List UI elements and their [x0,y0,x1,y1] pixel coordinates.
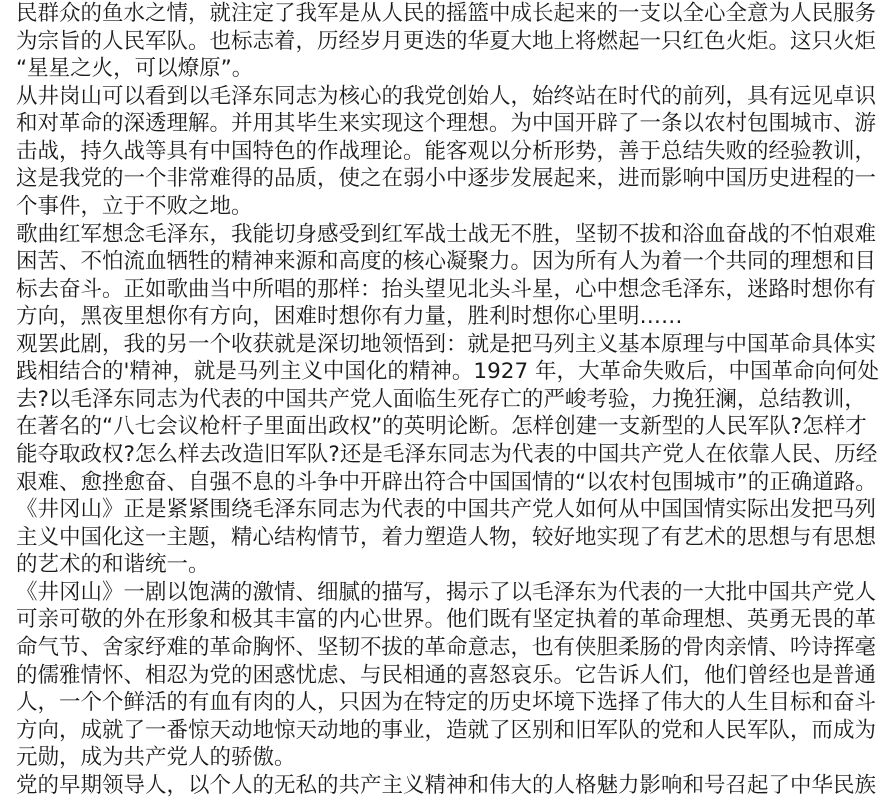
text-line: 能夺取政权?怎么样去改造旧军队?还是毛泽东同志为代表的中国共产党人在依靠人民、历经 [16,442,878,467]
text-line: 困苦、不怕流血牺牲的精神来源和高度的核心凝聚力。因为所有人为着一个共同的理想和目 [16,249,877,275]
paragraph [16,221,877,331]
text-line: 标去奋斗。正如歌曲当中所唱的那样：抬头望见北头斗星，心中想念毛泽东，迷路时想你有 [16,276,877,302]
text-line: 击战，持久战等具有中国特色的作战理论。能客观以分析形势，善于总结失败的经验教训， [16,138,877,164]
text-line: 个事件，立于不败之地。 [16,193,253,219]
paragraph [16,772,877,800]
text-line: 《井冈山》正是紧紧围绕毛泽东同志为代表的中国共产党人如何从中国国情实际出发把马列 [16,497,877,523]
text-line: 为宗旨的人民军队。也标志着，历经岁月更迭的华夏大地上将燃起一只红色火炬。这只火炬 [16,28,877,54]
text-line: 的艺术的和谐统一。 [16,552,210,578]
text-line: 可亲可敬的外在形象和极其丰富的内心世界。他们既有坚定执着的革命理想、英勇无畏的革 [16,607,877,633]
text-line: 人，一个个鲜活的有血有肉的人，只因为在特定的历史坏境下选择了伟大的人生目标和奋斗 [16,690,877,716]
text-line: 方向，成就了一番惊天动地惊天动地的事业，造就了区别和旧军队的党和人民军队，而成为 [16,717,877,743]
text-line: 歌曲红军想念毛泽东，我能切身感受到红军战士战无不胜，坚韧不拔和浴血奋战的不怕艰难 [16,221,877,247]
text-line: 党的早期领导人，以个人的无私的共产主义精神和伟大的人格魅力影响和号召起了中华民族 [16,772,877,798]
text-line: 去?以毛泽东同志为代表的中国共产党人面临生死存亡的严峻考验，力挽狂澜，总结教训， [16,386,866,412]
text-line: 在著名的“八七会议枪杆子里面出政权”的英明论断。怎样创建一支新型的人民军队?怎样才 [16,414,867,440]
text-line: 民群众的鱼水之情，就注定了我军是从人民的摇篮中成长起来的一支以全心全意为人民服务 [16,1,877,26]
text-line: 和对革命的深透理解。并用其毕生来实现这个理想。为中国开辟了一条以农村包围城市、游 [16,111,877,137]
text-line: 从井岗山可以看到以毛泽东同志为核心的我党创始人，始终站在时代的前列，具有远见卓识 [16,83,877,109]
text-line: 命气节、舍家纾难的革命胸怀、坚韧不拔的革命意志，也有侠胆柔肠的骨肉亲情、吟诗挥毫 [16,634,877,660]
paragraph [16,579,877,772]
document-body [16,0,879,799]
paragraph [16,0,877,83]
text-line: 的儒雅情怀、相忍为党的困惑忧虑、与民相通的喜怒哀乐。它告诉人们，他们曾经也是普通 [16,662,877,688]
text-line: 主义中国化这一主题，精心结构情节，着力塑造人物，较好地实现了有艺术的思想与有思想 [16,524,877,550]
text-line: “星星之火，可以燎原”。 [16,56,254,82]
text-line: 践相结合的'精神，就是马列主义中国化的精神。1927 年，大革命失败后，中国革命向何处 [16,359,879,385]
text-line: 方向，黑夜里想你有方向，困难时想你有力量，胜利时想你心里明…… [16,304,683,330]
text-line: 艰难、愈挫愈奋、自强不息的斗争中开辟出符合中国国情的“以农村包围城市”的正确道路。 [16,469,877,495]
paragraph [16,83,877,221]
text-line: 元勋，成为共产党人的骄傲。 [16,745,296,771]
paragraph [16,331,879,579]
text-line: 观罢此剧，我的另一个收获就是深切地领悟到：就是把马列主义基本原理与中国革命具体实 [16,331,877,357]
text-line: 这是我党的一个非常难得的品质，使之在弱小中逐步发展起来，进而影响中国历史进程的一 [16,166,877,192]
text-line: 《井冈山》一剧以饱满的激情、细腻的描写，揭示了以毛泽东为代表的一大批中国共产党人 [16,579,877,605]
